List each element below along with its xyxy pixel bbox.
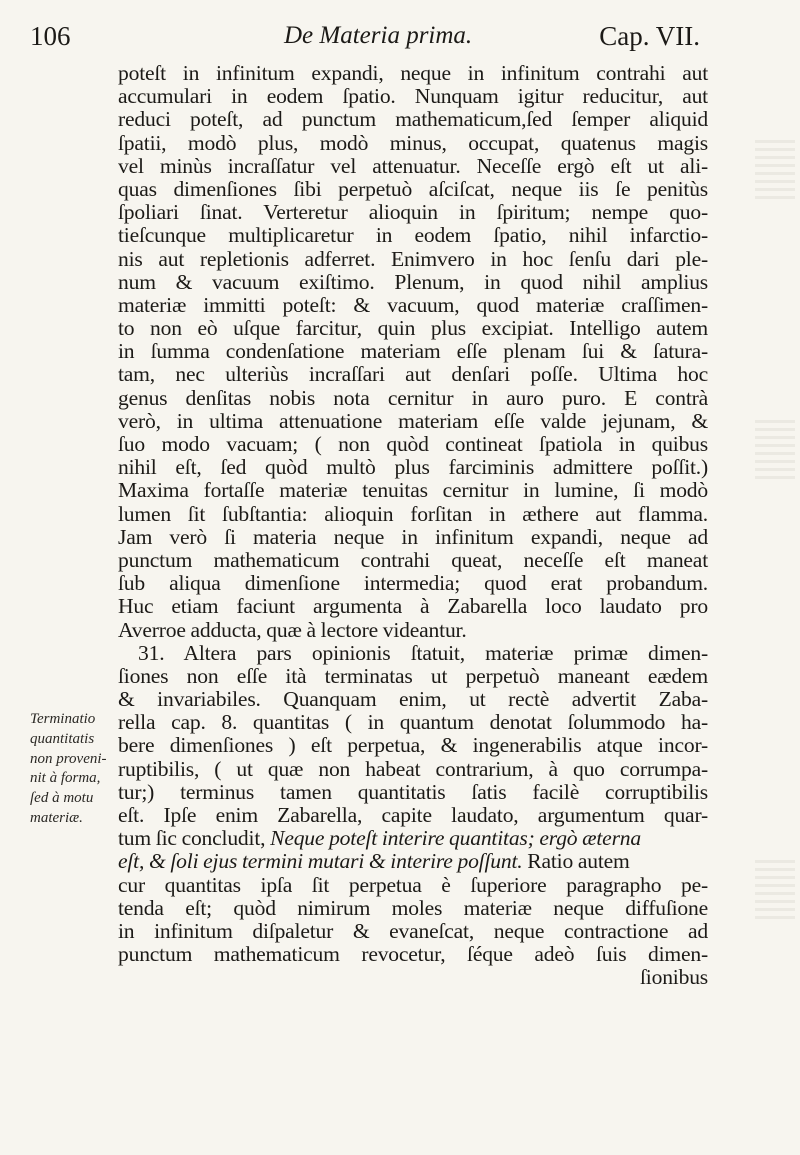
text-line: in infinitum diſpaletur & evaneſcat, neque contractione ad: [118, 918, 708, 943]
text-line: ſpatii, modò plus, modò minus, occupat, quatenus magis: [118, 130, 708, 155]
text-line-with-quote: [118, 827, 708, 850]
text-line: tam, nec ulteriùs incraſſari aut denſari poſſe. Ultima hoc: [118, 362, 708, 387]
text-line: poteſt in infinitum expandi, neque in infinitum contrahi aut: [118, 61, 708, 85]
marginal-note: [30, 710, 118, 829]
marginal-note-line: nit à forma,: [30, 770, 101, 787]
chapter-label: Cap. VII.: [599, 21, 700, 51]
text-line: & invariabiles. Quanquam enim, ut rectè advertit Zaba-: [118, 687, 708, 712]
bleed-through-mark: [755, 420, 795, 480]
text-line: ruptibilis, ( ut quæ non habeat contrarium, à quo corrumpa-: [118, 756, 708, 781]
text-line: verò, in ultima attenuatione materiam eſſe valde jejunam, &: [118, 408, 708, 433]
text-line: cur quantitas ipſa ſit perpetua è ſuperiore paragrapho pe-: [118, 872, 708, 897]
text-line: Jam verò ſi materia neque in infinitum expandi, neque ad: [118, 524, 708, 549]
marginal-note-line: materiæ.: [30, 809, 83, 826]
text-segment: Ratio autem: [522, 849, 630, 874]
bleed-through-mark: [755, 140, 795, 200]
text-line-with-quote: [118, 850, 708, 873]
text-line: nihil eſt, ſed quòd multò plus farciminis admittere poſſit.): [118, 455, 708, 480]
bleed-through-mark: [755, 860, 795, 920]
text-line: num & vacuum exiſtimo. Plenum, in quod nihil amplius: [118, 269, 708, 294]
text-line: lumen ſit ſubſtantia: alioquin forſitan in æthere aut flamma.: [118, 501, 708, 526]
marginal-note-line: Terminatio: [30, 711, 96, 727]
page-number: 106: [30, 21, 71, 51]
body-text: [118, 62, 708, 990]
running-title: De Materia prima.: [284, 22, 473, 49]
text-line: Averroe adducta, quæ à lectore videantur.: [118, 617, 467, 642]
quotation: Neque poteſt interire quantitas; ergò æterna: [270, 826, 641, 851]
catchword: ſionibus: [640, 965, 708, 990]
marginal-note-line: ſed à motu: [30, 790, 94, 807]
text-line: vel minùs incraſſatur vel attenuatur. Neceſſe ergò eſt ut ali-: [118, 153, 708, 178]
text-line: ſpoliari ſinat. Verteretur alioquin in ſpiritum; nempe quo-: [118, 200, 708, 225]
text-line: reduci poteſt, ad punctum mathematicum,ſed ſemper aliquid: [118, 107, 708, 132]
text-line: punctum mathematicum contrahi queat, neceſſe eſt maneat: [118, 547, 708, 572]
text-line: ſuo modo vacuam; ( non quòd contineat ſpatiola in quibus: [118, 432, 708, 456]
text-line: genus denſitas nobis nota cernitur in auro puro. E contrà: [118, 385, 708, 410]
text-line: quas dimenſiones ſibi perpetuò aſciſcat, neque iis ſe penitùs: [118, 176, 708, 201]
text-line: ſub aliqua dimenſione intermedia; quod erat probandum.: [118, 571, 708, 596]
text-line: punctum mathematicum revocetur, ſéque adeò ſuis dimen-: [118, 942, 708, 967]
text-line: accumulari in eodem ſpatio. Nunquam igitur reducitur, aut: [118, 84, 708, 109]
text-line: nis aut repletionis adferret. Enimvero in hoc ſenſu dari ple-: [118, 246, 708, 271]
text-line: Huc etiam faciunt argumenta à Zabarella loco laudato pro: [118, 594, 708, 619]
text-line: tieſcunque multiplicaretur in eodem ſpatio, nihil infarctio-: [118, 223, 708, 248]
running-head: [30, 16, 700, 56]
text-line: tur;) terminus tamen quantitatis ſatis facilè corruptibilis: [118, 779, 708, 804]
text-line: Maxima fortaſſe materiæ tenuitas cernitur in lumine, ſi modò: [118, 478, 708, 503]
quotation: eſt, & ſoli ejus termini mutari & interire poſſunt.: [118, 849, 523, 874]
paragraph-31-first-line: 31. Altera pars opinionis ſtatuit, materiæ primæ dimen-: [138, 640, 708, 665]
text-line: bere dimenſiones ) eſt perpetua, & ingenerabilis atque incor-: [118, 733, 708, 758]
marginal-note-line: quantitatis: [30, 730, 95, 747]
text-line: eſt. Ipſe enim Zabarella, capite laudato, argumentum quar-: [118, 803, 708, 827]
marginal-note-line: non proveni-: [30, 750, 107, 767]
text-line: ſiones non eſſe ità terminatas ut perpetuò maneant eædem: [118, 663, 708, 688]
text-line: materiæ immitti poteſt: & vacuum, quod materiæ craſſimen-: [118, 292, 708, 317]
text-line: to non eò uſque farcitur, quin plus excipiat. Intelligo autem: [118, 316, 708, 341]
text-line: rella cap. 8. quantitas ( in quantum denotat ſolummodo ha-: [118, 710, 708, 735]
text-segment: tum ſic concludit,: [118, 826, 271, 851]
text-line: tenda eſt; quòd nimirum moles materiæ neque diffuſione: [118, 895, 708, 920]
text-line: in ſumma condenſatione materiam eſſe plenam ſui & ſatura-: [118, 339, 708, 364]
